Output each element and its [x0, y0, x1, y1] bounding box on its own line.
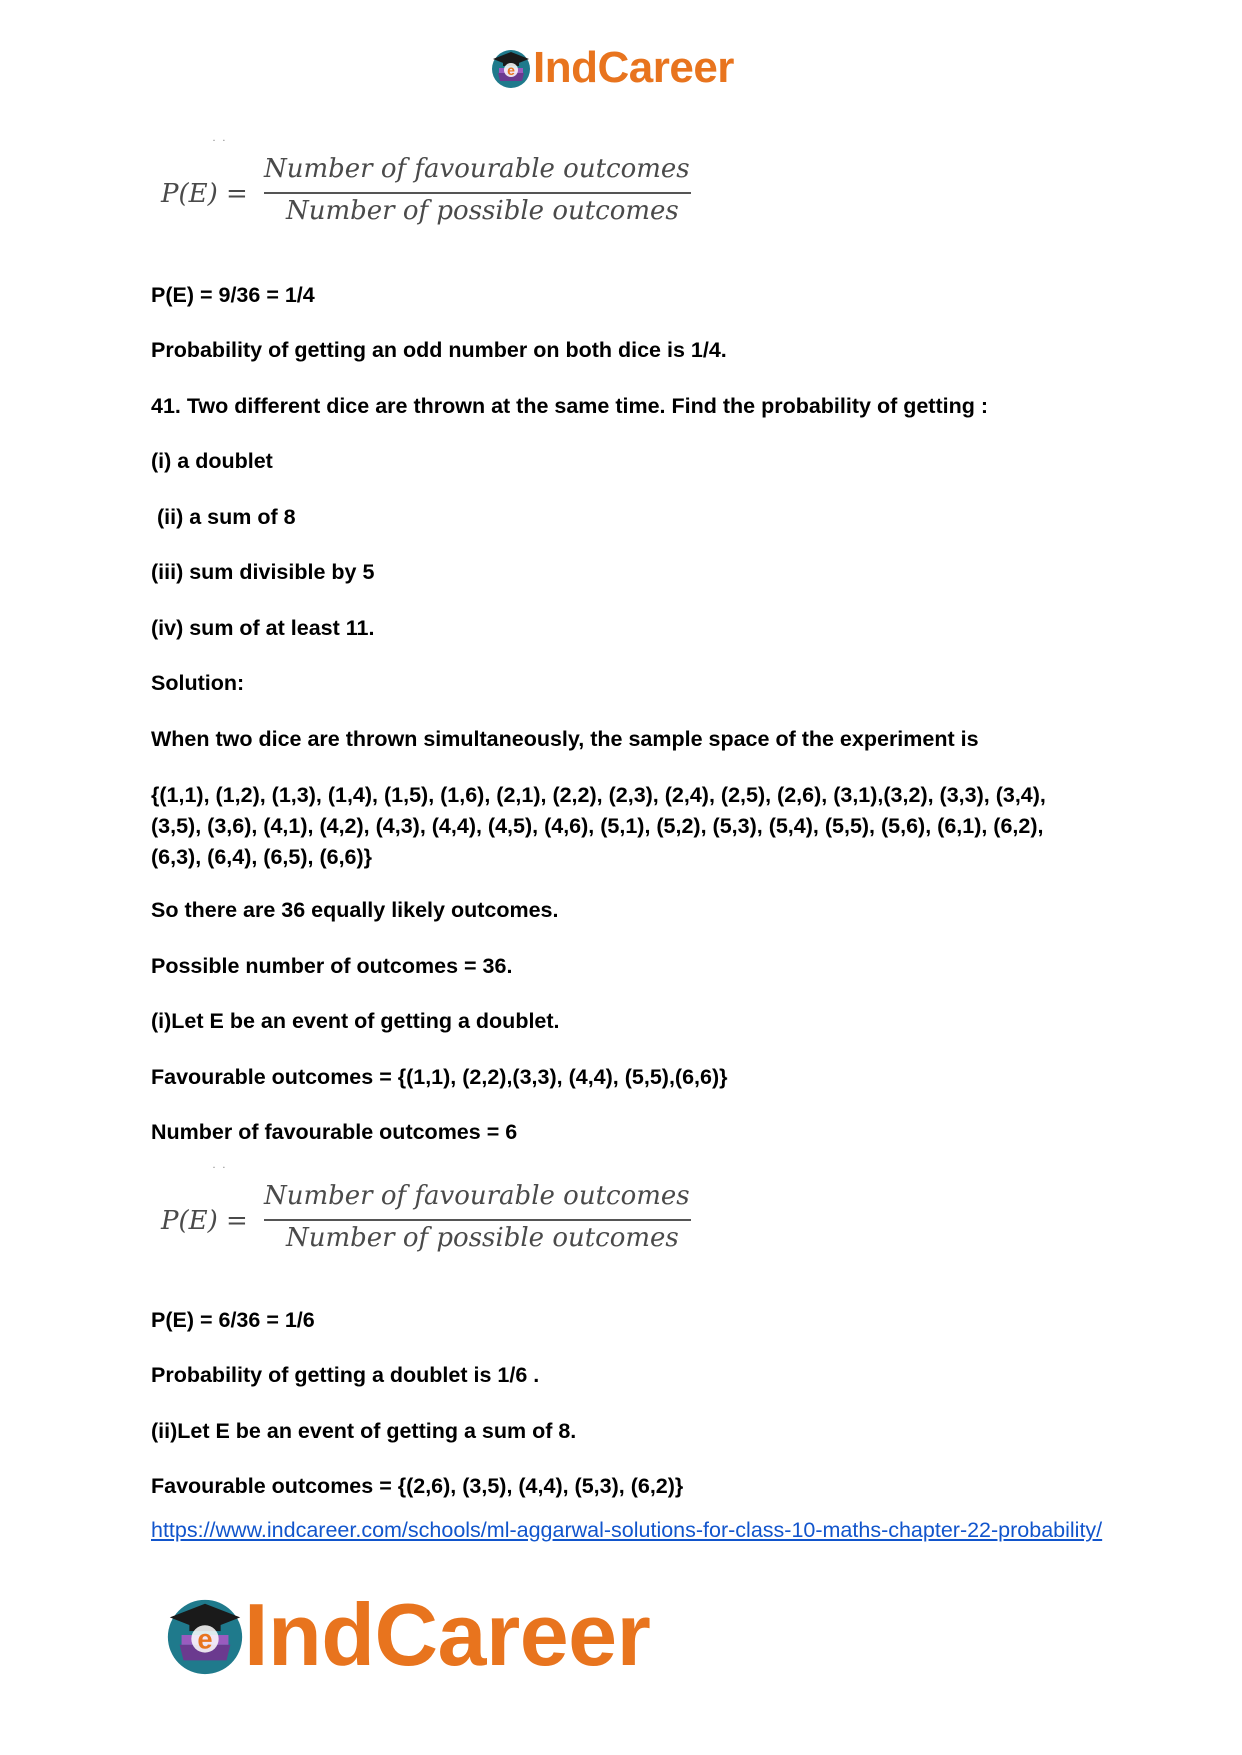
brand-name: IndCareer — [533, 43, 734, 92]
book-graduation-cap-icon — [489, 46, 533, 90]
formula-numerator: Number of favourable outcomes — [264, 1181, 690, 1211]
question-heading: 41. Two different dice are thrown at the same time. Find the probability of getting : — [151, 394, 988, 418]
paragraph: When two dice are thrown simultaneously, the sample space of the experiment is — [151, 727, 979, 751]
formula-numerator: Number of favourable outcomes — [264, 154, 690, 184]
source-link[interactable]: https://www.indcareer.com/schools/ml-aggarwal-solutions-for-class-10-maths-chapter-22-probability/ — [151, 1518, 1103, 1542]
formula-denominator: Number of possible outcomes — [286, 196, 679, 226]
paragraph: Favourable outcomes = {(2,6), (3,5), (4,4), (5,3), (6,2)} — [151, 1474, 684, 1498]
paragraph: P(E) = 9/36 = 1/4 — [151, 283, 315, 307]
paragraph: P(E) = 6/36 = 1/6 — [151, 1308, 315, 1332]
solution-heading: Solution: — [151, 671, 245, 695]
question-part: (iv) sum of at least 11. — [151, 616, 375, 640]
paragraph: Probability of getting a doublet is 1/6 . — [151, 1363, 540, 1387]
question-part: (iii) sum divisible by 5 — [151, 560, 375, 584]
header-logo — [489, 42, 734, 94]
paragraph: (i)Let E be an event of getting a doublet. — [151, 1009, 560, 1033]
paragraph: Number of favourable outcomes = 6 — [151, 1120, 518, 1144]
question-part: (ii) a sum of 8 — [151, 505, 296, 529]
svg-text:e: e — [507, 62, 515, 78]
formula-denominator: Number of possible outcomes — [286, 1223, 679, 1253]
svg-text:e: e — [197, 1623, 213, 1655]
paragraph: Possible number of outcomes = 36. — [151, 954, 513, 978]
probability-formula: ˙ ˙ P(E) = Number of favourable outcomes Number of possible outcomes — [161, 1165, 690, 1253]
fraction-bar — [264, 1219, 691, 1221]
footer-logo — [162, 1584, 650, 1686]
paragraph: So there are 36 equally likely outcomes. — [151, 898, 559, 922]
probability-formula: ˙ ˙ P(E) = Number of favourable outcomes Number of possible outcomes — [161, 138, 690, 226]
brand-name: IndCareer — [244, 1585, 651, 1684]
formula-lhs: P(E) = — [161, 1206, 248, 1236]
paragraph: (ii)Let E be an event of getting a sum of 8. — [151, 1419, 577, 1443]
formula-lhs: P(E) = — [161, 179, 248, 209]
paragraph: Favourable outcomes = {(1,1), (2,2),(3,3), (4,4), (5,5),(6,6)} — [151, 1065, 728, 1089]
paragraph: Probability of getting an odd number on both dice is 1/4. — [151, 338, 727, 362]
sample-space: {(1,1), (1,2), (1,3), (1,4), (1,5), (1,6), (2,1), (2,2), (2,3), (2,4), (2,5), (2,6), (3,1),(3,2), (3,3), (3,4), (3,5), (3,6), (4,1), (4,2), (4,3), (4,4), (4,5), (4,6), (5,1), (5,2), (5,3), (5,4), (5,5), (5,6), (6,1), (6,2), (6,3), (6,4), (6,5), (6,6)} — [151, 783, 1046, 869]
book-graduation-cap-icon — [162, 1592, 248, 1678]
question-part: (i) a doublet — [151, 449, 273, 473]
fraction-bar — [264, 192, 691, 194]
